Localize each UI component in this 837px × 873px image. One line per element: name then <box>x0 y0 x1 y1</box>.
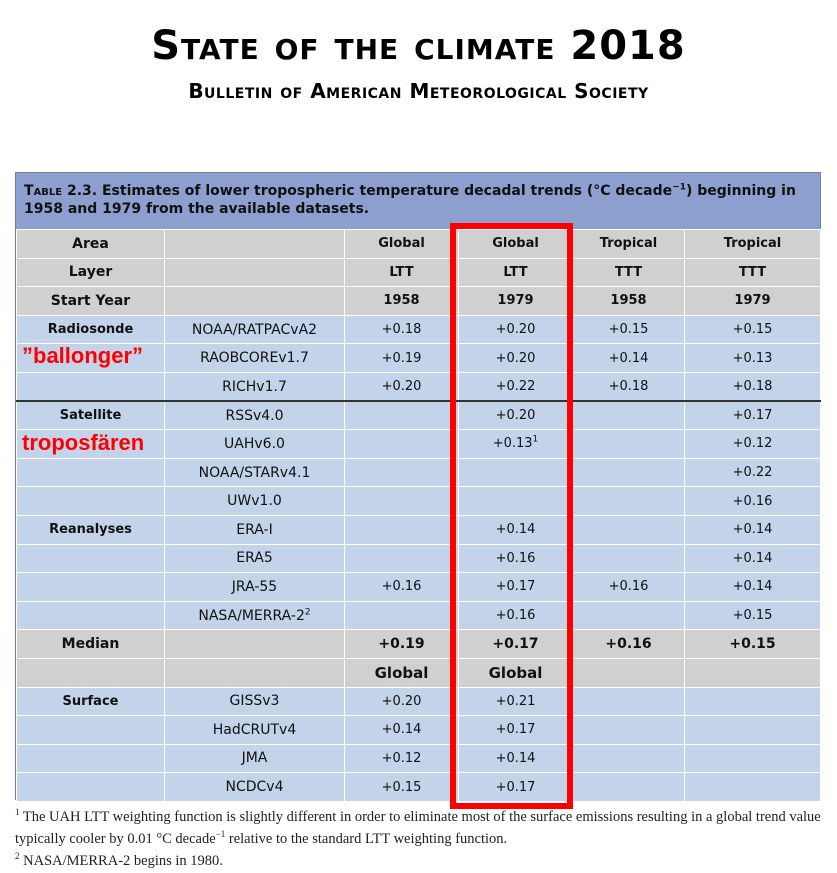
header-row-layer <box>17 258 821 287</box>
value-cell <box>345 487 459 516</box>
value-cell <box>345 544 459 573</box>
area-cell: Radiosonde <box>17 315 165 344</box>
table-caption-text: Estimates of lower tropospheric temperature decadal trends (°C decade <box>97 183 673 199</box>
value-cell: +0.20 <box>345 687 459 716</box>
value-cell: +0.20 <box>345 372 459 401</box>
value-cell: +0.14 <box>573 344 685 373</box>
header-cell: Tropical <box>685 230 821 259</box>
value-cell: +0.18 <box>573 372 685 401</box>
median-cell: +0.15 <box>685 630 821 659</box>
header-cell <box>165 258 345 287</box>
trend-table-panel <box>15 172 821 800</box>
median-cell <box>165 630 345 659</box>
dataset-cell: GISSv3 <box>165 687 345 716</box>
table-row <box>17 515 821 544</box>
value-cell <box>573 773 685 802</box>
page-subtitle: Bulletin of American Meteorological Society <box>188 79 649 103</box>
footnote-1 <box>15 806 825 850</box>
header-cell: Layer <box>17 258 165 287</box>
header-cell: LTT <box>345 258 459 287</box>
dataset-cell: HadCRUTv4 <box>165 716 345 745</box>
footnote-mark: 1 <box>15 807 20 818</box>
page-title: State of the climate 2018 <box>151 23 686 69</box>
value-cell: +0.16 <box>459 544 573 573</box>
value-cell <box>345 401 459 430</box>
table-row <box>17 315 821 344</box>
header-cell: Global <box>459 230 573 259</box>
footnote-text: The UAH LTT weighting function is slightly different in order to eliminate most of the surface emissions resulting in a global trend value typically cooler by 0.01 °C decade <box>15 809 821 847</box>
header-cell: 1958 <box>345 287 459 316</box>
table-row <box>17 401 821 430</box>
value-cell: +0.12 <box>685 430 821 459</box>
table-row <box>17 601 821 630</box>
value-cell: +0.15 <box>345 773 459 802</box>
dataset-cell: UAHv6.0 <box>165 430 345 459</box>
header-cell <box>165 658 345 687</box>
value-cell: +0.15 <box>685 601 821 630</box>
value-cell: +0.17 <box>459 716 573 745</box>
dataset-cell: RAOBCOREv1.7 <box>165 344 345 373</box>
footnote-text-2: relative to the standard LTT weighting function. <box>225 831 508 847</box>
value-cell: +0.18 <box>685 372 821 401</box>
dataset-cell: ERA-I <box>165 515 345 544</box>
annotation-troposfaren: troposfären <box>22 430 145 455</box>
dataset-cell: NOAA/RATPACvA2 <box>165 315 345 344</box>
dataset-cell: UWv1.0 <box>165 487 345 516</box>
dataset-cell: JRA-55 <box>165 573 345 602</box>
table-row <box>17 716 821 745</box>
value-cell: +0.21 <box>459 687 573 716</box>
value-cell: +0.20 <box>459 315 573 344</box>
area-cell <box>17 544 165 573</box>
value-cell <box>573 430 685 459</box>
header-row-area <box>17 230 821 259</box>
median-cell: +0.17 <box>459 630 573 659</box>
value-cell <box>685 773 821 802</box>
value-cell <box>573 716 685 745</box>
footnote-ref: 1 <box>532 435 539 446</box>
value-cell <box>345 430 459 459</box>
table-row <box>17 773 821 802</box>
value-cell: +0.14 <box>685 573 821 602</box>
header-cell <box>573 658 685 687</box>
value-cell: +0.15 <box>685 315 821 344</box>
table-row <box>17 687 821 716</box>
table-row <box>17 544 821 573</box>
table-caption-label: Table 2.3. <box>24 183 98 199</box>
header-cell <box>165 287 345 316</box>
value-cell: +0.14 <box>459 744 573 773</box>
footnote-unit: −1 <box>215 829 226 840</box>
area-cell: Reanalyses <box>17 515 165 544</box>
header-cell: Tropical <box>573 230 685 259</box>
value-cell <box>573 601 685 630</box>
value-cell: +0.16 <box>345 573 459 602</box>
value-cell <box>573 544 685 573</box>
dataset-text: NASA/MERRA-2 <box>198 607 305 624</box>
table-row <box>17 573 821 602</box>
header-cell: LTT <box>459 258 573 287</box>
area-cell: Satellite <box>17 401 165 430</box>
median-cell: +0.16 <box>573 630 685 659</box>
value-cell <box>573 401 685 430</box>
median-row <box>17 630 821 659</box>
table-caption-unit: −1 <box>672 182 686 193</box>
dataset-cell: NOAA/STARv4.1 <box>165 458 345 487</box>
header-cell: TTT <box>685 258 821 287</box>
value-cell: +0.16 <box>573 573 685 602</box>
value-cell: +0.14 <box>685 515 821 544</box>
value-cell: +0.20 <box>459 401 573 430</box>
median-cell: +0.19 <box>345 630 459 659</box>
dataset-cell: JMA <box>165 744 345 773</box>
table-caption-text-2: ) beginning in 1958 and 1979 from the available datasets. <box>24 183 796 217</box>
value-cell <box>573 487 685 516</box>
dataset-cell: NCDCv4 <box>165 773 345 802</box>
area-cell <box>17 716 165 745</box>
area-cell <box>17 372 165 401</box>
header-cell: Global <box>345 658 459 687</box>
table-row <box>17 458 821 487</box>
value-cell: +0.16 <box>685 487 821 516</box>
trend-table <box>16 229 821 802</box>
value-cell: +0.22 <box>685 458 821 487</box>
value-cell: +0.14 <box>459 515 573 544</box>
dataset-cell: RICHv1.7 <box>165 372 345 401</box>
header-cell <box>17 658 165 687</box>
value-cell <box>685 716 821 745</box>
footnote-mark: 2 <box>15 851 20 862</box>
value-cell <box>685 687 821 716</box>
area-cell <box>17 487 165 516</box>
footnote-text: NASA/MERRA-2 begins in 1980. <box>19 853 223 869</box>
value-text: +0.13 <box>492 436 533 452</box>
header-cell <box>685 658 821 687</box>
footnote-2 <box>15 850 825 872</box>
dataset-cell <box>165 601 345 630</box>
header-cell: TTT <box>573 258 685 287</box>
value-cell <box>573 515 685 544</box>
header-cell: Start Year <box>17 287 165 316</box>
header-cell: Area <box>17 230 165 259</box>
area-cell <box>17 744 165 773</box>
value-cell: +0.16 <box>459 601 573 630</box>
annotation-ballonger: ”ballonger” <box>22 343 144 368</box>
value-cell: +0.19 <box>345 344 459 373</box>
median-cell: Median <box>17 630 165 659</box>
table-row <box>17 487 821 516</box>
value-cell: +0.18 <box>345 315 459 344</box>
value-cell: +0.22 <box>459 372 573 401</box>
value-cell: +0.15 <box>573 315 685 344</box>
table-caption <box>16 173 820 229</box>
value-cell <box>573 744 685 773</box>
value-cell <box>573 687 685 716</box>
area-cell <box>17 458 165 487</box>
highlight-box <box>450 223 573 809</box>
surface-header-row <box>17 658 821 687</box>
area-cell <box>17 773 165 802</box>
value-cell <box>345 515 459 544</box>
area-cell: Surface <box>17 687 165 716</box>
header-cell: Global <box>345 230 459 259</box>
value-cell <box>345 601 459 630</box>
header-row-start-year <box>17 287 821 316</box>
value-cell: +0.12 <box>345 744 459 773</box>
value-cell: +0.14 <box>345 716 459 745</box>
value-cell: +0.17 <box>459 773 573 802</box>
value-cell: +0.17 <box>685 401 821 430</box>
footnote-ref: 2 <box>304 606 311 617</box>
table-row <box>17 372 821 401</box>
value-cell: +0.17 <box>459 573 573 602</box>
table-row <box>17 744 821 773</box>
value-cell: +0.13 <box>685 344 821 373</box>
header-cell: 1958 <box>573 287 685 316</box>
header-cell <box>165 230 345 259</box>
dataset-cell: RSSv4.0 <box>165 401 345 430</box>
dataset-cell: ERA5 <box>165 544 345 573</box>
area-cell <box>17 601 165 630</box>
value-cell: +0.20 <box>459 344 573 373</box>
area-cell <box>17 573 165 602</box>
value-cell <box>345 458 459 487</box>
header-cell: 1979 <box>459 287 573 316</box>
header-cell: 1979 <box>685 287 821 316</box>
header-cell: Global <box>459 658 573 687</box>
value-cell <box>573 458 685 487</box>
value-cell: +0.14 <box>685 544 821 573</box>
value-cell <box>685 744 821 773</box>
